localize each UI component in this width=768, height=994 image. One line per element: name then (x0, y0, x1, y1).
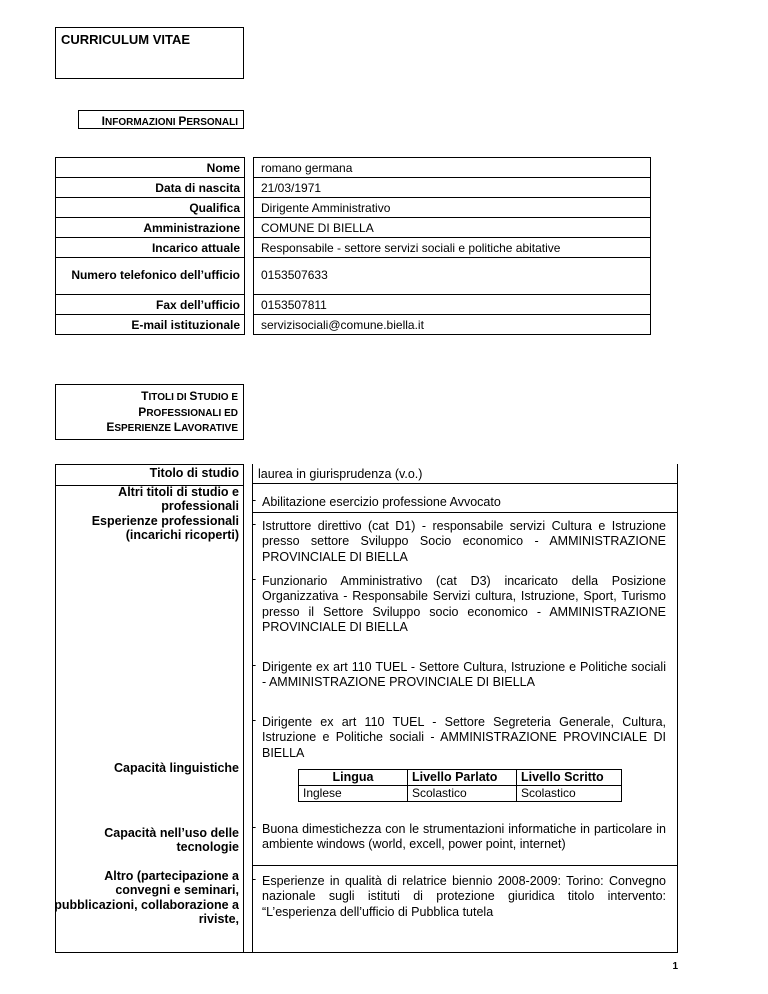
divider (252, 512, 678, 513)
table-row (56, 258, 651, 295)
field-value: 0153507633 (254, 258, 651, 295)
language-table (298, 769, 622, 802)
personal-info-table (55, 157, 651, 335)
label-capacita-linguistiche: Capacità linguistiche (113, 761, 239, 775)
table-cell: Scolastico (408, 786, 517, 802)
table-cell: Scolastico (517, 786, 622, 802)
field-label: Incarico attuale (56, 238, 245, 258)
table-row (56, 158, 651, 178)
table-row (56, 238, 651, 258)
value-tecnologie: - Buona dimestichezza con le strumentazioni informatiche in particolare in ambiente windows (world, excell, power point, internet) (252, 820, 666, 852)
table-row (56, 295, 651, 315)
table-cell: Inglese (299, 786, 408, 802)
value-altro: - Esperienze in qualità di relatrice biennio 2008-2009: Torino: Convegno nazionale sugli istituti di protezione giuridica titolo intervento: “L’esperienza dell’ufficio di Pubblica tutela (252, 872, 666, 919)
column-header: Livello Scritto (517, 770, 622, 786)
field-value: servizisociali@comune.biella.it (254, 315, 651, 335)
field-label: Data di nascita (56, 178, 245, 198)
footer-rule (55, 952, 678, 953)
column-header: Lingua (299, 770, 408, 786)
divider (252, 865, 678, 866)
field-value: Dirigente Amministrativo (254, 198, 651, 218)
document-title: CURRICULUM VITAE (55, 27, 244, 79)
field-label: Nome (56, 158, 245, 178)
table-row (56, 218, 651, 238)
divider (252, 483, 678, 484)
experience-item: - Funzionario Amministrativo (cat D3) incaricato della Posizione Organizzativa - Responsabile Servizi cultura, Istruzione, Sport, Turismo presso il Settore Sviluppo socio economico - AMMINISTRAZIONE PROVINCIALE DI BIELLA (252, 572, 666, 634)
field-value: COMUNE DI BIELLA (254, 218, 651, 238)
field-label: E-mail istituzionale (56, 315, 245, 335)
table-row (56, 198, 651, 218)
field-value: Responsabile - settore servizi sociali e politiche abitative (254, 238, 651, 258)
field-value: 21/03/1971 (254, 178, 651, 198)
label-altro: Altro (partecipazione a convegni e seminari, pubblicazioni, collaborazione a riviste, (54, 869, 239, 927)
field-value: 0153507811 (254, 295, 651, 315)
page-number: 1 (672, 961, 678, 972)
column-header: Livello Parlato (408, 770, 517, 786)
table-header-row (299, 770, 622, 786)
label-altri-titoli: Altri titoli di studio e professionali (118, 485, 239, 514)
field-value: romano germana (254, 158, 651, 178)
field-label: Amministrazione (56, 218, 245, 238)
value-altri-titoli: - Abilitazione esercizio professione Avvocato (252, 493, 501, 509)
label-esperienze: Esperienze professionali (incarichi ricoperti) (91, 514, 239, 543)
section-heading-education-experience: TITOLI DI STUDIO E PROFESSIONALI ED ESPERIENZE LAVORATIVE (55, 384, 244, 440)
label-titolo-studio: Titolo di studio (149, 466, 239, 480)
value-titolo-studio: laurea in giurisprudenza (v.o.) (258, 467, 423, 481)
field-label: Numero telefonico dell’ufficio (56, 258, 245, 295)
field-label: Fax dell’ufficio (56, 295, 245, 315)
experience-item: - Istruttore direttivo (cat D1) - responsabile servizi Cultura e Istruzione presso settore Sviluppo Socio economico - AMMINISTRAZIONE PROVINCIALE DI BIELLA (252, 517, 666, 564)
label-capacita-tecnologie: Capacità nell’uso delle tecnologie (104, 826, 239, 855)
table-row (56, 315, 651, 335)
table-row (56, 178, 651, 198)
table-row (299, 786, 622, 802)
experience-item: - Dirigente ex art 110 TUEL - Settore Cultura, Istruzione e Politiche sociali - AMMINISTRAZIONE PROVINCIALE DI BIELLA (252, 658, 666, 690)
section-heading-personal-info: INFORMAZIONI PERSONALI (78, 110, 244, 129)
experience-item: - Dirigente ex art 110 TUEL - Settore Segreteria Generale, Cultura, Istruzione e Politiche sociali - AMMINISTRAZIONE PROVINCIALE DI BIELLA (252, 713, 666, 760)
field-label: Qualifica (56, 198, 245, 218)
